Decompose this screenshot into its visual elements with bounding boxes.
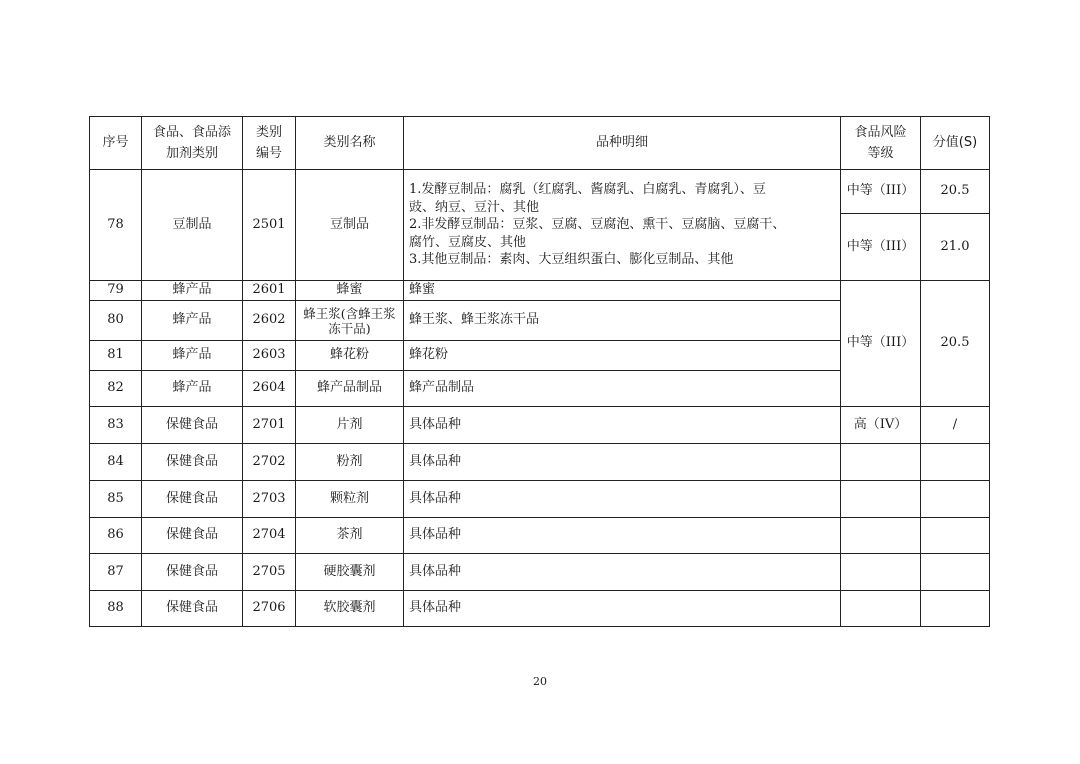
cell-name: 豆制品 [296, 170, 404, 281]
cell-detail: 蜂产品制品 [404, 371, 841, 407]
cell-score [921, 554, 990, 591]
cell-seq: 82 [90, 371, 142, 407]
header-detail: 品种明细 [404, 117, 841, 170]
header-name: 类别名称 [296, 117, 404, 170]
cell-risk-level [841, 591, 921, 627]
cell-score: 21.0 [921, 214, 990, 281]
cell-category: 蜂产品 [142, 341, 243, 371]
cell-code: 2601 [243, 281, 296, 301]
cell-name: 颗粒剂 [296, 481, 404, 518]
table-row [90, 281, 990, 301]
table-row [90, 591, 990, 627]
cell-risk-level [841, 444, 921, 481]
cell-detail: 蜂花粉 [404, 341, 841, 371]
detail-line: 2.非发酵豆制品：豆浆、豆腐、豆腐泡、熏干、豆腐脑、豆腐干、 [409, 217, 786, 233]
header-code [243, 117, 296, 170]
detail-line: 3.其他豆制品：素肉、大豆组织蛋白、膨化豆制品、其他 [409, 252, 734, 268]
cell-code: 2501 [243, 170, 296, 281]
cell-detail: 蜂蜜 [404, 281, 841, 301]
cell-seq: 79 [90, 281, 142, 301]
cell-name: 蜂蜜 [296, 281, 404, 301]
cell-category: 保健食品 [142, 591, 243, 627]
header-category [142, 117, 243, 170]
table-row [90, 554, 990, 591]
cell-category: 蜂产品 [142, 371, 243, 407]
cell-category: 保健食品 [142, 554, 243, 591]
cell-category: 豆制品 [142, 170, 243, 281]
cell-risk-level [841, 518, 921, 554]
cell-category: 蜂产品 [142, 281, 243, 301]
detail-line: 1.发酵豆制品：腐乳（红腐乳、酱腐乳、白腐乳、青腐乳）、豆 [409, 182, 766, 198]
header-score: 分值(S) [921, 117, 990, 170]
cell-risk-level: 中等（III） [841, 170, 921, 214]
cell-seq: 86 [90, 518, 142, 554]
header-category-line-1: 食品、食品添 [152, 124, 231, 140]
cell-risk-level: 中等（III） [841, 281, 921, 407]
cell-code: 2705 [243, 554, 296, 591]
cell-code: 2706 [243, 591, 296, 627]
cell-seq: 83 [90, 407, 142, 444]
cell-score: 20.5 [921, 170, 990, 214]
cell-seq: 88 [90, 591, 142, 627]
cell-risk-level: 中等（III） [841, 214, 921, 281]
header-code-line-1: 类别 [255, 124, 282, 140]
cell-risk-level: 高（IV） [841, 407, 921, 444]
food-risk-table [89, 116, 990, 627]
cell-detail: 具体品种 [404, 444, 841, 481]
cell-name: 片剂 [296, 407, 404, 444]
cell-seq: 84 [90, 444, 142, 481]
cell-name: 蜂王浆(含蜂王浆冻干品) [296, 301, 404, 341]
header-code-line-2: 编号 [255, 146, 282, 161]
cell-name: 软胶囊剂 [296, 591, 404, 627]
table-row [90, 444, 990, 481]
cell-seq: 78 [90, 170, 142, 281]
cell-category: 保健食品 [142, 444, 243, 481]
cell-score [921, 518, 990, 554]
cell-category: 蜂产品 [142, 301, 243, 341]
cell-code: 2602 [243, 301, 296, 341]
page-number: 20 [533, 675, 547, 688]
table-row [90, 481, 990, 518]
cell-name: 粉剂 [296, 444, 404, 481]
cell-seq: 81 [90, 341, 142, 371]
cell-code: 2703 [243, 481, 296, 518]
cell-seq: 80 [90, 301, 142, 341]
table-row [90, 407, 990, 444]
cell-risk-level [841, 481, 921, 518]
header-risk-line-1: 食品风险 [854, 124, 907, 140]
header-risk-line-2: 等级 [867, 146, 894, 161]
cell-score: 20.5 [921, 281, 990, 407]
cell-code: 2603 [243, 341, 296, 371]
cell-seq: 85 [90, 481, 142, 518]
table-row [90, 518, 990, 554]
cell-detail: 具体品种 [404, 481, 841, 518]
detail-line: 腐竹、豆腐皮、其他 [409, 234, 527, 250]
cell-risk-level [841, 554, 921, 591]
cell-detail: 具体品种 [404, 407, 841, 444]
cell-name: 茶剂 [296, 518, 404, 554]
cell-name: 硬胶囊剂 [296, 554, 404, 591]
cell-detail: 具体品种 [404, 554, 841, 591]
cell-category: 保健食品 [142, 407, 243, 444]
table-header-row [90, 117, 990, 170]
cell-category: 保健食品 [142, 518, 243, 554]
detail-line: 豉、纳豆、豆汁、其他 [409, 199, 540, 215]
cell-score [921, 591, 990, 627]
cell-category: 保健食品 [142, 481, 243, 518]
cell-detail: 具体品种 [404, 518, 841, 554]
cell-name: 蜂花粉 [296, 341, 404, 371]
cell-code: 2701 [243, 407, 296, 444]
header-risk [841, 117, 921, 170]
cell-detail: 具体品种 [404, 591, 841, 627]
cell-score: / [921, 407, 990, 444]
cell-score [921, 481, 990, 518]
header-category-line-2: 加剂类别 [165, 146, 218, 161]
cell-detail [404, 170, 841, 281]
header-seq: 序号 [90, 117, 142, 170]
cell-code: 2702 [243, 444, 296, 481]
cell-code: 2604 [243, 371, 296, 407]
cell-name: 蜂产品制品 [296, 371, 404, 407]
cell-score [921, 444, 990, 481]
cell-detail: 蜂王浆、蜂王浆冻干品 [404, 301, 841, 341]
table-row [90, 170, 990, 214]
cell-code: 2704 [243, 518, 296, 554]
cell-seq: 87 [90, 554, 142, 591]
